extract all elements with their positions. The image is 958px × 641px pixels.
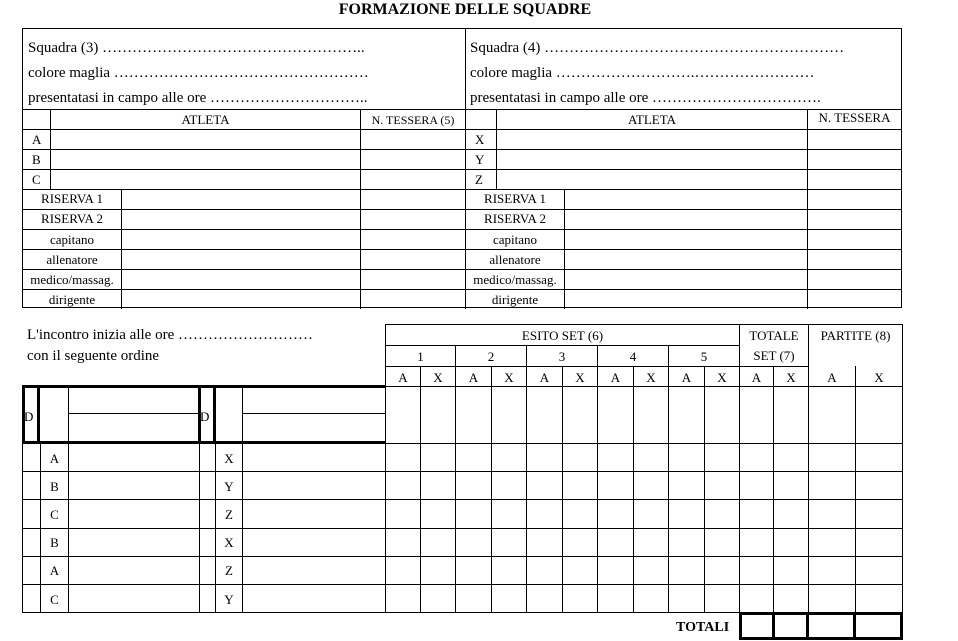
right-slot-x: X (475, 132, 485, 147)
right-staff-coach: allenatore (489, 252, 541, 267)
left-slot-c: C (32, 172, 41, 187)
order-right: Y (224, 479, 234, 494)
left-staff-manager: dirigente (48, 292, 96, 307)
right-tessera-header: N. TESSERA (818, 110, 891, 125)
set-2-header: 2 (487, 349, 495, 364)
ax-cell: X (786, 370, 796, 385)
order-right: Z (225, 507, 233, 522)
ax-cell: X (433, 370, 443, 385)
set-5-header: 5 (700, 349, 708, 364)
order-left: C (50, 592, 59, 607)
right-atleta-header: ATLETA (627, 112, 677, 127)
left-staff-medic: medico/massag. (30, 272, 114, 287)
doubles-left-label: D (24, 409, 34, 424)
order-right: X (224, 535, 234, 550)
ax-cell: A (681, 370, 692, 385)
order-left: A (49, 563, 60, 578)
right-staff-medic: medico/massag. (473, 272, 557, 287)
right-slot-z: Z (475, 172, 483, 187)
left-reserve-2: RISERVA 2 (41, 211, 103, 226)
team-right-arrival[interactable]: presentatasi in campo alle ore ……………………………. (470, 90, 821, 106)
partite-header: PARTITE (8) (820, 328, 891, 343)
team-right-color[interactable]: colore maglia ……………………….…………………… (470, 65, 815, 81)
ax-cell: A (610, 370, 621, 385)
right-reserve-1: RISERVA 1 (484, 191, 546, 206)
ax-cell: A (468, 370, 479, 385)
set-4-header: 4 (629, 349, 637, 364)
set-1-header: 1 (417, 349, 424, 364)
ax-cell: X (504, 370, 514, 385)
ax-cell: A (539, 370, 550, 385)
totale-header: TOTALE (749, 328, 799, 343)
team-left-color[interactable]: colore maglia …………………………………………… (28, 65, 369, 81)
ax-cell: A (827, 370, 837, 385)
order-right: X (224, 451, 234, 466)
left-reserve-1: RISERVA 1 (41, 191, 103, 206)
set-3-header: 3 (558, 349, 566, 364)
order-left: C (50, 507, 59, 522)
right-staff-captain: capitano (492, 232, 538, 247)
right-slot-y: Y (475, 152, 485, 167)
ax-cell: X (646, 370, 656, 385)
totale-set-header: SET (7) (753, 348, 795, 363)
left-tessera-header: N. TESSERA (5) (371, 113, 455, 127)
left-slot-b: B (32, 152, 41, 167)
left-atleta-header: ATLETA (181, 112, 230, 127)
team-right-name[interactable]: Squadra (4) …………………………………………………… (470, 40, 845, 56)
totali-label: TOTALI (676, 620, 730, 635)
team-left-name[interactable]: Squadra (3) …………………………………………….. (28, 40, 365, 56)
esito-set-header: ESITO SET (6) (521, 328, 604, 343)
left-staff-coach: allenatore (46, 252, 98, 267)
ax-cell: A (751, 370, 762, 385)
page-title: FORMAZIONE DELLE SQUADRE (338, 1, 592, 18)
order-left: A (49, 451, 60, 466)
match-start-time[interactable]: L'incontro inizia alle ore ……………………… (27, 327, 313, 343)
order-left: B (50, 479, 59, 494)
order-right: Z (225, 563, 233, 578)
order-left: B (50, 535, 59, 550)
team-left-arrival[interactable]: presentatasi in campo alle ore ………………………….. (28, 90, 368, 106)
left-staff-captain: capitano (49, 232, 95, 247)
order-right: Y (224, 592, 234, 607)
ax-cell: X (575, 370, 585, 385)
order-caption: con il seguente ordine (27, 348, 160, 364)
right-reserve-2: RISERVA 2 (484, 211, 546, 226)
ax-cell: X (717, 370, 727, 385)
left-slot-a: A (32, 132, 42, 147)
ax-cell: A (398, 370, 408, 385)
ax-cell: X (874, 370, 884, 385)
doubles-right-label: D (200, 409, 210, 424)
right-staff-manager: dirigente (491, 292, 539, 307)
